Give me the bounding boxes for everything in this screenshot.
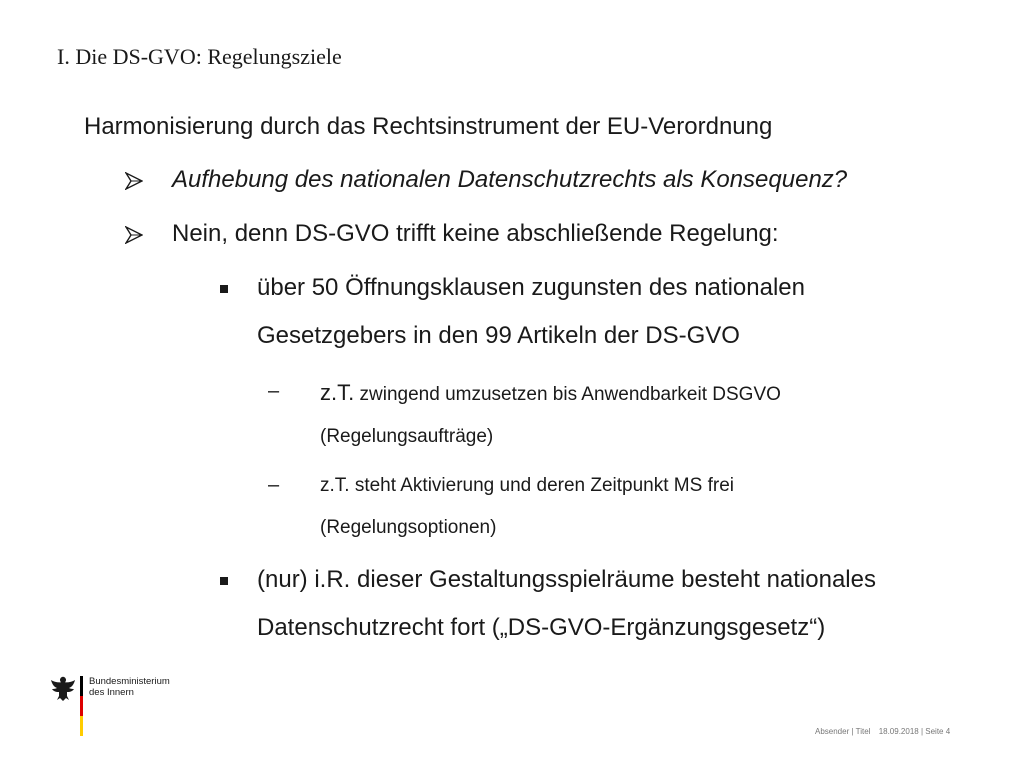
arrow-bullet-icon [125,172,143,190]
dash-2-line-2: (Regelungsoptionen) [320,517,497,538]
dash-1-line-1 [320,380,781,406]
dash-1-prefix: z.T. [320,380,355,405]
slide-title: I. Die DS-GVO: Regelungsziele [57,44,342,69]
flag-black [80,676,83,696]
bullet-2-line-2: Datenschutzrecht fort („DS-GVO-Ergänzungsgesetz“) [257,614,826,641]
ministry-name-line-2: des Innern [89,687,134,698]
dash-1-text: zwingend umzusetzen bis Anwendbarkeit DSGVO [354,384,781,405]
federal-eagle-icon [50,674,76,702]
footer-sender: Absender | Titel [815,727,871,736]
dash-bullet-icon: – [268,380,280,402]
bullet-1-line-1: über 50 Öffnungsklausen zugunsten des nationalen [257,274,805,301]
arrow-bullet-icon [125,226,143,244]
heading: Harmonisierung durch das Rechtsinstrument der EU-Verordnung [84,113,773,140]
flag-bar [80,676,83,736]
footer-date-page: 18.09.2018 | Seite 4 [878,727,951,736]
dash-1-line-2: (Regelungsaufträge) [320,426,494,447]
ministry-name [89,676,170,698]
footer [815,727,950,736]
dash-bullet-icon: – [268,474,280,496]
arrow-point-2: Nein, denn DS-GVO trifft keine abschließende Regelung: [172,220,779,247]
dash-2-line-1: z.T. steht Aktivierung und deren Zeitpunkt MS frei [320,475,734,496]
bullet-1-line-2: Gesetzgebers in den 99 Artikeln der DS-GVO [257,322,740,349]
flag-red [80,696,83,716]
bullet-2-line-1: (nur) i.R. dieser Gestaltungsspielräume besteht nationales [257,566,876,593]
square-bullet-icon [220,577,228,585]
arrow-point-1: Aufhebung des nationalen Datenschutzrechts als Konsequenz? [172,166,848,193]
ministry-name-line-1: Bundesministerium [89,676,170,687]
square-bullet-icon [220,285,228,293]
flag-gold [80,716,83,736]
